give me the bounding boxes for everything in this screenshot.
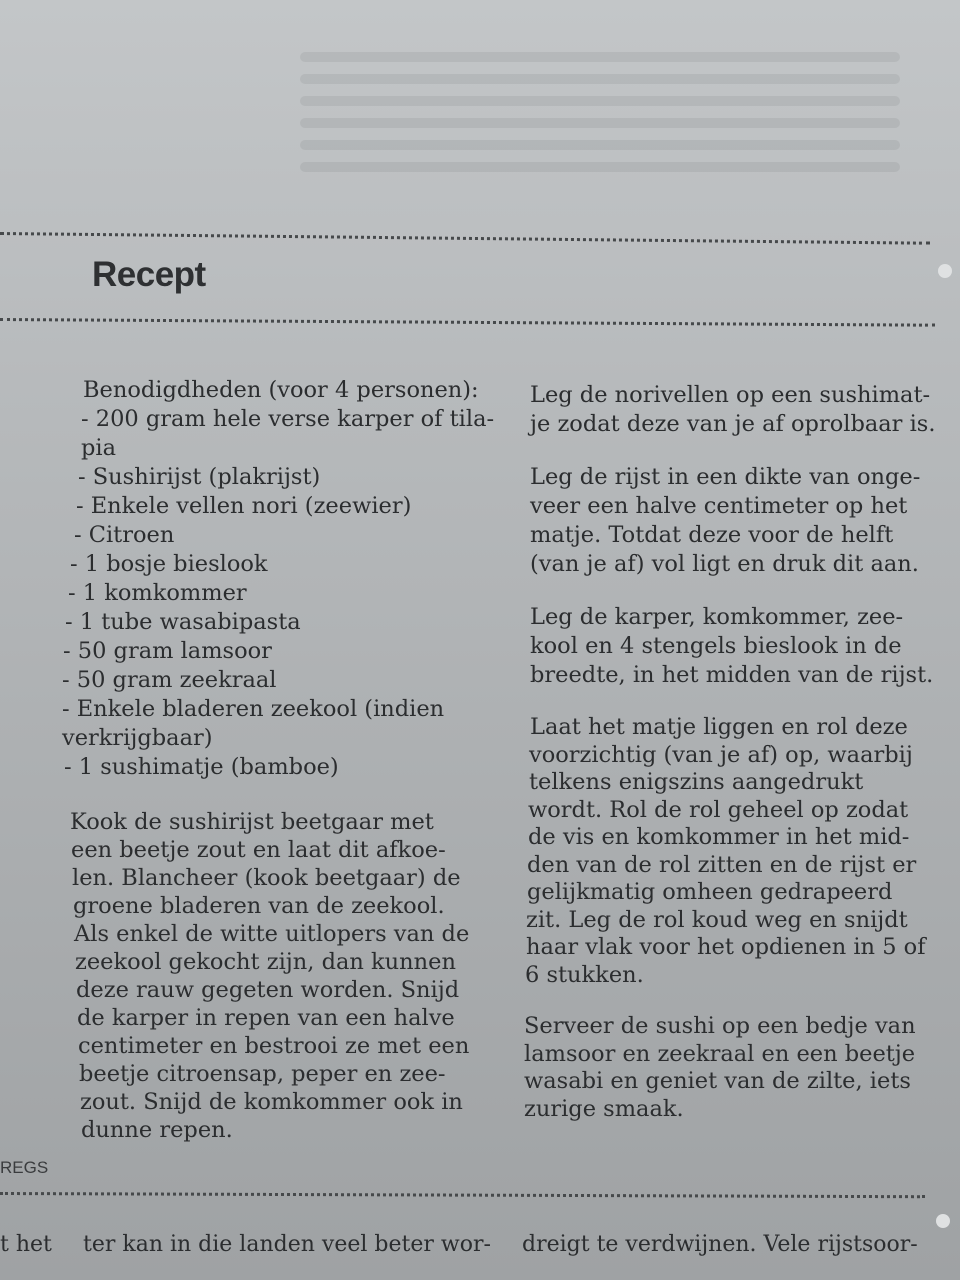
instruction-step-5 <box>524 1013 954 1123</box>
ingredient-line: - 200 gram hele verse karper of tila- <box>81 406 495 432</box>
text-line: Kook de sushirijst beetgaar met <box>70 809 434 835</box>
text-line: kool en 4 stengels bieslook in de <box>530 633 902 659</box>
text-line: groene bladeren van de zeekool. <box>73 893 445 919</box>
ingredient-line: - Citroen <box>74 522 175 548</box>
ingredient-line: Benodigdheden (voor 4 personen): <box>83 377 479 403</box>
next-article-line: dreigt te verdwijnen. Vele rijstsoor- <box>522 1232 918 1257</box>
instruction-step-4 <box>524 714 954 989</box>
margin-label: REGS <box>0 1158 49 1177</box>
text-line: de vis en komkommer in het mid- <box>528 824 910 850</box>
dotted-divider-top <box>0 232 930 245</box>
text-line: Als enkel de witte uitlopers van de <box>74 921 470 947</box>
text-line: telkens enigszins aangedrukt <box>529 769 864 795</box>
ingredient-line: pia <box>81 435 117 461</box>
ingredient-line: - 1 sushimatje (bamboe) <box>64 754 339 780</box>
ingredient-line: - 1 bosje bieslook <box>70 551 268 577</box>
ingredient-line: - 50 gram lamsoor <box>63 638 272 664</box>
text-line: beetje citroensap, peper en zee- <box>79 1061 446 1087</box>
right-column <box>524 381 954 1147</box>
text-line: je zodat deze van je af oprolbaar is. <box>530 411 936 437</box>
text-line: zurige smaak. <box>524 1095 684 1122</box>
text-line: wasabi en geniet van de zilte, iets <box>524 1068 911 1094</box>
instruction-step-1 <box>524 381 954 439</box>
text-line: centimeter en bestrooi ze met een <box>78 1033 470 1059</box>
text-line: Serveer de sushi op een bedje van <box>524 1013 916 1039</box>
text-line: gelijkmatig omheen gedrapeerd <box>527 879 893 905</box>
dotted-divider-bottom <box>0 1192 925 1198</box>
next-article-line: ter kan in die landen veel beter wor- <box>83 1232 491 1257</box>
ingredient-line: - 1 komkommer <box>68 580 247 606</box>
text-line: lamsoor en zeekraal en een beetje <box>524 1040 916 1067</box>
instructions-paragraph <box>62 808 502 1144</box>
text-line: len. Blancheer (kook beetgaar) de <box>72 865 461 891</box>
ingredient-line: - Enkele vellen nori (zeewier) <box>76 493 412 519</box>
text-line: (van je af) vol ligt en druk dit aan. <box>530 551 919 577</box>
text-line: de karper in repen van een halve <box>77 1005 455 1031</box>
instruction-step-3 <box>524 603 954 690</box>
ingredient-line: - Sushirijst (plakrijst) <box>78 464 321 490</box>
text-line: deze rauw gegeten worden. Snijd <box>76 977 460 1003</box>
paper-hole-icon <box>936 1214 950 1228</box>
text-line: dunne repen. <box>81 1117 233 1143</box>
text-line: haar vlak voor het opdienen in 5 of <box>526 934 926 960</box>
text-line: matje. Totdat deze voor de helft <box>530 522 894 548</box>
ingredients-list <box>62 376 502 782</box>
section-heading: Recept <box>92 255 206 294</box>
text-line: een beetje zout en laat dit afkoe- <box>71 837 446 863</box>
text-line: 6 stukken. <box>525 961 644 988</box>
instruction-step-2 <box>524 463 954 579</box>
dotted-divider-under-heading <box>0 318 935 327</box>
text-line: zout. Snijd de komkommer ook in <box>80 1089 463 1115</box>
text-line: voorzichtig (van je af) op, waarbij <box>529 741 913 768</box>
paper-hole-icon <box>938 264 952 278</box>
text-line: Leg de norivellen op een sushimat- <box>530 382 931 408</box>
text-line: wordt. Rol de rol geheel op zodat <box>528 796 909 823</box>
text-line: Leg de karper, komkommer, zee- <box>530 604 904 630</box>
text-line: Laat het matje liggen en rol deze <box>530 714 908 740</box>
faded-print-through <box>300 40 900 220</box>
text-line: den van de rol zitten en de rijst er <box>527 851 917 878</box>
ingredient-line: - 50 gram zeekraal <box>62 667 277 693</box>
text-line: Leg de rijst in een dikte van onge- <box>530 464 921 490</box>
left-column <box>62 376 502 1144</box>
ingredient-line: - 1 tube wasabipasta <box>65 609 301 635</box>
text-line: zit. Leg de rol koud weg en snijdt <box>526 906 908 933</box>
ingredient-line: verkrijgbaar) <box>62 725 213 751</box>
text-line: veer een halve centimeter op het <box>530 493 908 519</box>
text-line: breedte, in het midden van de rijst. <box>530 662 934 688</box>
ingredient-line: - Enkele bladeren zeekool (indien <box>62 696 445 722</box>
next-article-fragment: t het <box>0 1232 52 1257</box>
text-line: zeekool gekocht zijn, dan kunnen <box>75 949 456 975</box>
